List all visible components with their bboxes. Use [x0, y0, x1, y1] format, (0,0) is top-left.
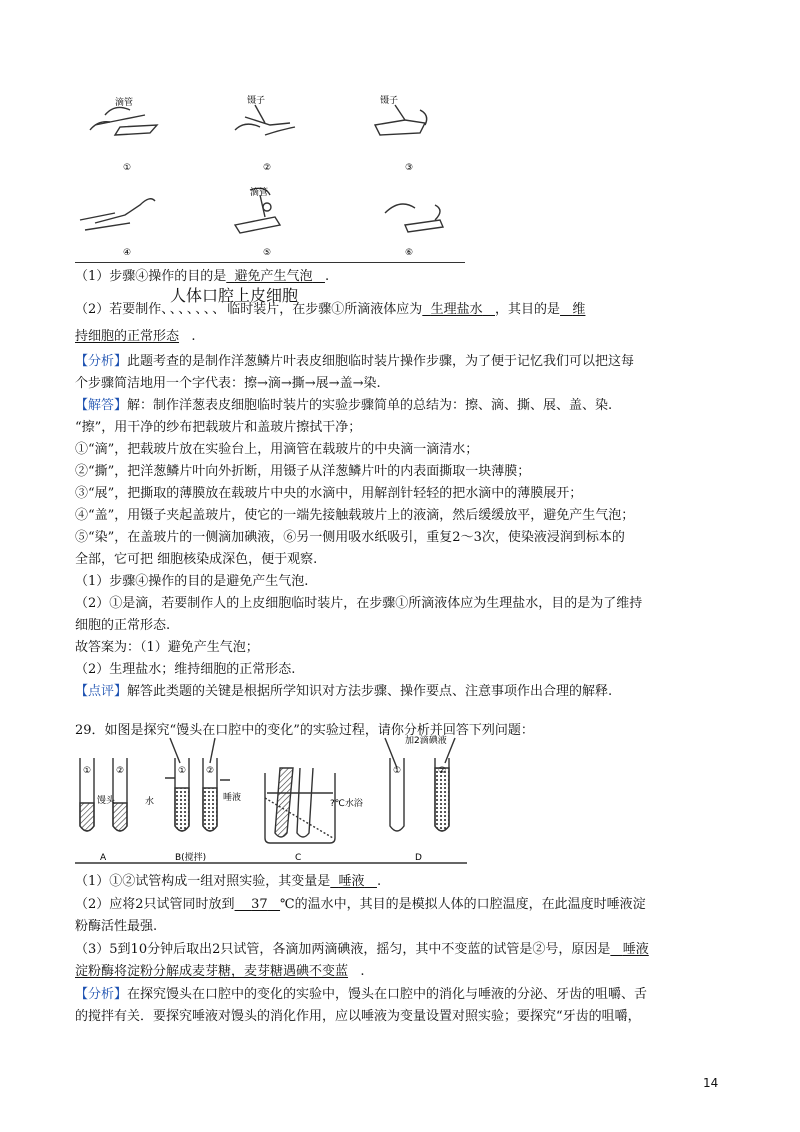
analysis-tag: 【分析】: [75, 354, 128, 369]
tube-label-d2: ②: [438, 766, 447, 776]
q28-answer-11: 细胞的正常形态.: [75, 618, 171, 633]
q28-analysis-2: 个步骤简洁地用一个字代表：擦→滴→撕→展→盖→染.: [75, 376, 381, 391]
procedure-illustration: [75, 95, 475, 265]
q28-answer-9: （1）步骤④操作的目的是避免产生气泡.: [75, 574, 309, 589]
panel-label-d: D: [415, 853, 422, 863]
q28-answer-2: “擦”，用干净的纱布把载玻片和盖玻片擦拭干净；: [75, 420, 362, 435]
q29-part3-cont: [75, 963, 365, 981]
tool-label-2: 镊子: [247, 96, 266, 106]
tool-label-3: 镊子: [380, 96, 399, 106]
q29-part2-cont: 粉酶活性最强.: [75, 919, 158, 934]
tube-label-a1: ①: [83, 766, 92, 776]
q29-part2: [75, 896, 646, 914]
q28-p2-answer1-text: 生理盐水: [430, 302, 483, 317]
q29-title: 29．如图是探究“馒头在口腔中的变化”的实验过程，请你分析并回答下列问题：: [75, 723, 534, 738]
q28-p2-answer2b: 持细胞的正常形态: [75, 329, 180, 344]
q28-p1-prefix: （1）步骤④操作的目的是: [75, 269, 227, 284]
step-label-5: ⑤: [263, 248, 272, 258]
q29-p2-answer: [235, 897, 280, 912]
panel-label-c: C: [295, 853, 302, 863]
step-label-6: ⑥: [405, 248, 414, 258]
q28-overlay-text: 人体口腔上皮细胞: [170, 286, 299, 305]
q29-p3-answer-a: [610, 942, 648, 957]
q28-p2-answer2a-text: 维: [572, 302, 586, 317]
q28-answer-8: 全部，它可把 细胞核染成深色，便于观察.: [75, 552, 318, 567]
q28-p2-answer2a: [560, 302, 585, 317]
q28-p2-mid2: ，其目的是: [495, 302, 561, 317]
q29-p2-prefix: （2）应将2只试管同时放到: [75, 897, 235, 912]
answer-tag: 【解答】: [75, 398, 128, 413]
q28-answer-4: ②“撕”，把洋葱鳞片叶向外折断，用镊子从洋葱鳞片叶的内表面撕取一块薄膜；: [75, 464, 531, 479]
q29-part1: [75, 873, 381, 891]
experiment-illustration: [75, 738, 475, 870]
q28-p2-answer1: [422, 302, 495, 317]
q29-p1-prefix: （1）①②试管构成一组对照实验，其变量是: [75, 874, 331, 889]
q29-analysis-1-text: 在探究馒头在口腔中的变化的实验中，馒头在口腔中的消化与唾液的分泌、牙齿的咀嚼、舌: [127, 987, 648, 1002]
q29-analysis-2: 的搅拌有关．要探究唾液对馒头的消化作用，应以唾液为变量设置对照实验；要探究“牙齿的咀嚼，: [75, 1009, 641, 1024]
q29-p1-suffix: .: [376, 874, 382, 889]
step-label-3: ③: [405, 163, 414, 173]
saliva-label: 唾液: [223, 793, 242, 803]
q28-answer-1: [75, 397, 612, 415]
q28-part2: [75, 301, 585, 319]
q28-answer-1-text: 解：制作洋葱表皮细胞临时装片的实验步骤简单的总结为：擦、滴、撕、展、盖、染.: [127, 398, 613, 413]
q28-review-text: 解答此类题的关键是根据所学知识对方法步骤、操作要点、注意事项作出合理的解释.: [127, 684, 613, 699]
tube-label-d1: ①: [393, 766, 402, 776]
q28-p1-answer: [226, 269, 325, 284]
q29-p3-suffix: .: [360, 964, 365, 979]
q28-p2-prefix: （2）若要制作: [75, 302, 162, 317]
q28-answer-10: （2）①是滴，若要制作人的上皮细胞临时装片，在步骤①所滴液体应为生理盐水，目的是为了维持: [75, 596, 643, 611]
step-label-4: ④: [123, 248, 132, 258]
review-tag: 【点评】: [75, 684, 128, 699]
q28-part2-cont: [75, 328, 196, 346]
q29-p1-answer: [330, 874, 377, 889]
q29-analysis-tag: 【分析】: [75, 987, 128, 1002]
q28-review: [75, 683, 612, 701]
q28-p1-suffix: .: [324, 269, 330, 284]
q28-analysis-1-text: 此题考查的是制作洋葱鳞片叶表皮细胞临时装片操作步骤，为了便于记忆我们可以把这每: [127, 354, 635, 369]
q28-p1-answer-text: 避免产生气泡: [234, 269, 313, 284]
tube-label-b1: ①: [178, 766, 187, 776]
q29-p3-answer-a-text: 唾液: [622, 942, 649, 957]
iodine-label: 加2滴碘液: [405, 736, 447, 746]
experiment-figure: [75, 738, 475, 870]
bath-label: ?℃水浴: [330, 799, 363, 809]
q28-p2-mid: 临时装片，在步骤①所滴液体应为: [227, 302, 423, 317]
tube-label-b2: ②: [206, 766, 215, 776]
step-label-1: ①: [123, 163, 132, 173]
q28-p2-dots: 、、、、、、、: [161, 302, 228, 317]
q28-answer-5: ③“展”，把撕取的薄膜放在载玻片中央的水滴中，用解剖针轻轻的把水滴中的薄膜展开；: [75, 486, 583, 501]
q29-p2-answer-text: 37: [251, 897, 268, 912]
water-label: 水: [145, 797, 155, 807]
tool-label-5: 滴管: [250, 188, 269, 198]
page-number: 14: [703, 1076, 719, 1090]
q28-p2-suffix: .: [191, 329, 196, 344]
q28-answer-7: ⑤“染”，在盖玻片的一侧滴加碘液，⑥另一侧用吸水纸吸引，重复2～3次，使染液浸润到标本的: [75, 530, 625, 545]
panel-label-a: A: [100, 853, 107, 863]
q29-p2-mid: ℃的温水中，其目的是模拟人体的口腔温度，在此温度时唾液淀: [280, 897, 646, 912]
panel-label-b: B(搅拌): [175, 853, 207, 863]
figure-baseline: [75, 262, 465, 263]
q28-answer-12: 故答案为：（1）避免产生气泡；: [75, 640, 259, 655]
mantou-label: 馒头: [97, 796, 116, 806]
step-label-2: ②: [263, 163, 272, 173]
q29-part3: [75, 941, 649, 959]
q29-analysis-1: [75, 986, 647, 1004]
q28-answer-13: （2）生理盐水；维持细胞的正常形态.: [75, 662, 296, 677]
q29-p3-answer-b: 淀粉酶将淀粉分解成麦芽糖，麦芽糖遇碘不变蓝: [75, 964, 349, 979]
procedure-figure: [75, 95, 475, 265]
q28-analysis-1: [75, 353, 634, 371]
q29-p1-answer-text: 唾液: [338, 874, 365, 889]
q28-answer-3: ①“滴”，把载玻片放在实验台上，用滴管在载玻片的中央滴一滴清水；: [75, 442, 479, 457]
tube-label-a2: ②: [116, 766, 125, 776]
q28-answer-6: ④“盖”，用镊子夹起盖玻片，使它的一端先接触载玻片上的液滴，然后缓缓放平，避免产生气泡；: [75, 508, 635, 523]
tool-label-1: 滴管: [115, 98, 134, 108]
q29-p3-prefix: （3）5到10分钟后取出2只试管，各滴加两滴碘液，摇匀，其中不变蓝的试管是②号，原因是: [75, 942, 611, 957]
